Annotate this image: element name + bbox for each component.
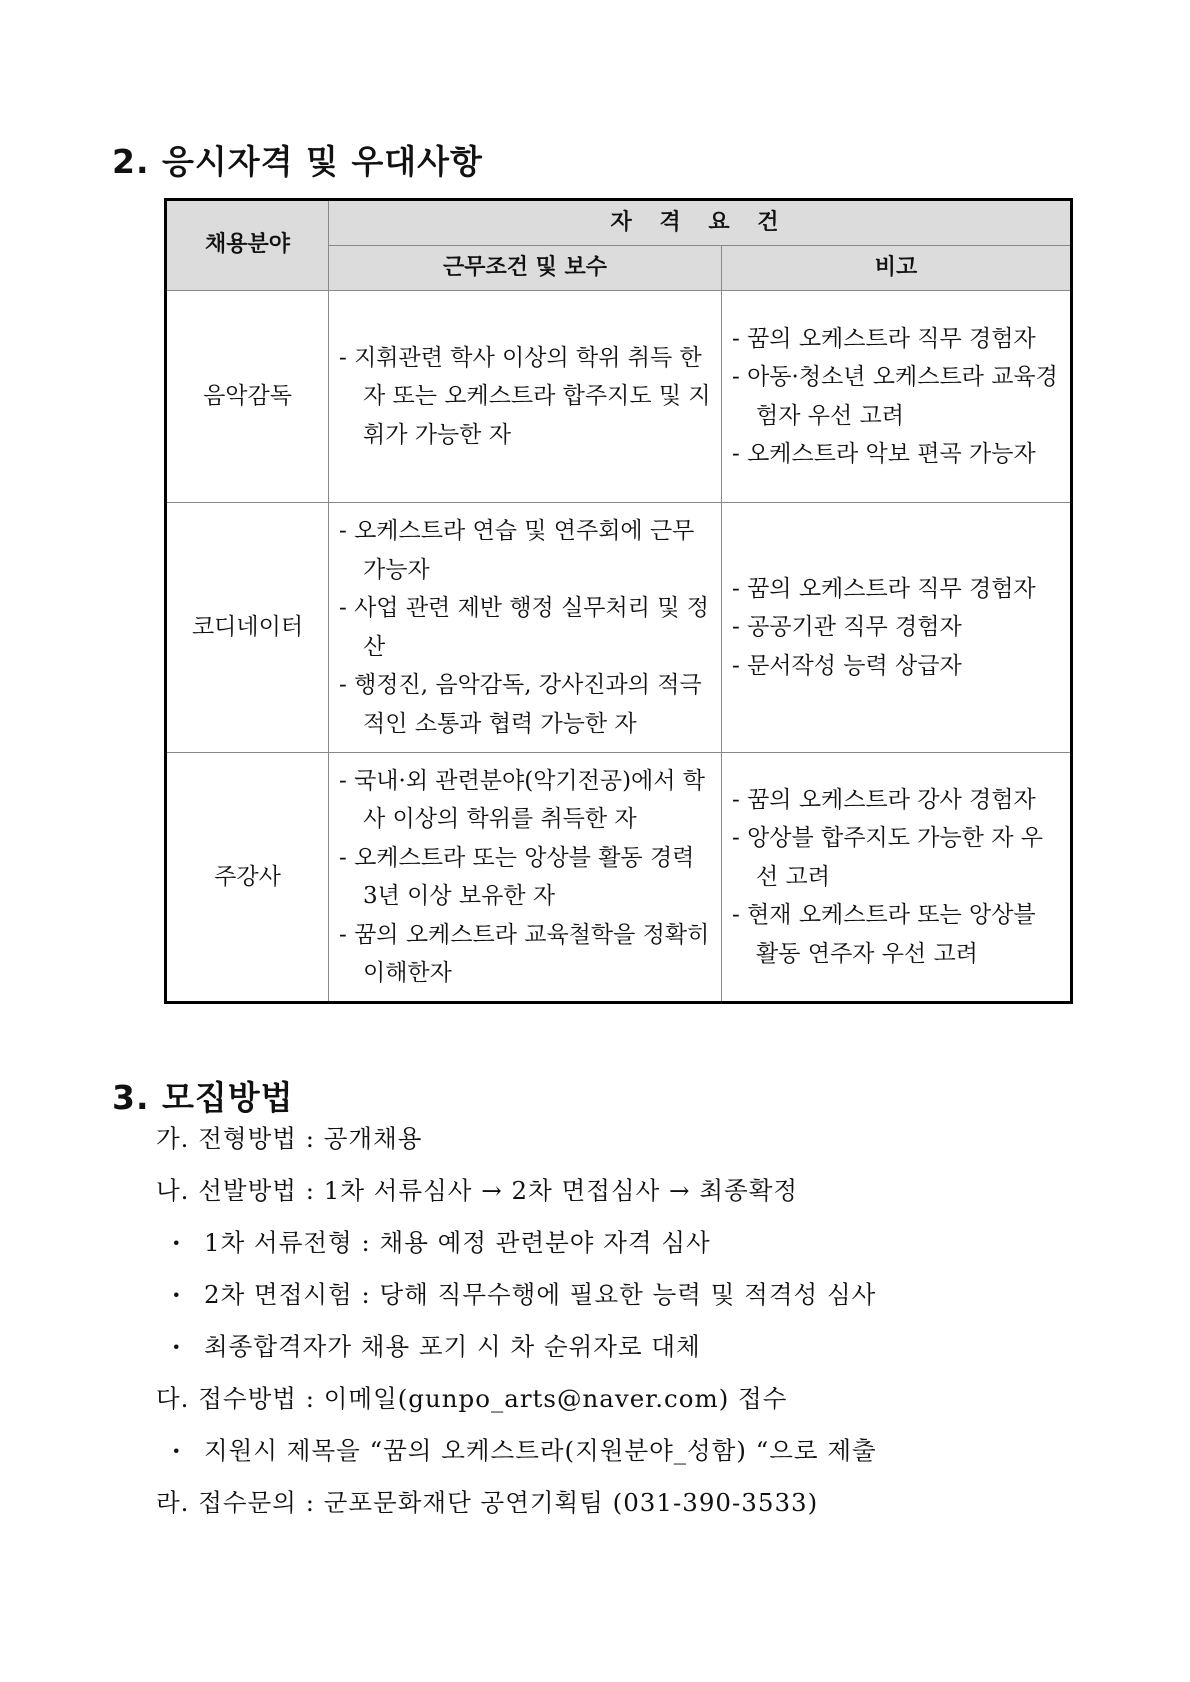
method-item-na: 나. 선발방법 : 1차 서류심사 → 2차 면접심사 → 최종확정 xyxy=(156,1176,799,1205)
condition-item: - 지휘관련 학사 이상의 학위 취득 한 자 또는 오케스트라 합주지도 및 지휘가 가능한 자 xyxy=(339,339,713,455)
condition-item: - 사업 관련 제반 행정 실무처리 및 정산 xyxy=(339,589,713,666)
condition-item: - 꿈의 오케스트라 교육철학을 정확히 이해한자 xyxy=(339,916,713,993)
note-item: - 꿈의 오케스트라 직무 경험자 xyxy=(732,570,1062,609)
note-item: - 꿈의 오케스트라 직무 경험자 xyxy=(732,320,1062,359)
method-item-ga: 가. 전형방법 : 공개채용 xyxy=(156,1124,423,1153)
header-field: 채용분야 xyxy=(166,200,329,291)
note-item: - 오케스트라 악보 편곡 가능자 xyxy=(732,435,1062,474)
header-conditions: 근무조건 및 보수 xyxy=(329,246,722,291)
method-subitem: · 2차 면접시험 : 당해 직무수행에 필요한 능력 및 적격성 심사 xyxy=(172,1276,876,1311)
section-2-title: 2. 응시자격 및 우대사항 xyxy=(112,142,483,181)
table-row xyxy=(166,753,1072,1003)
notes-cell xyxy=(722,753,1072,1003)
field-name: 주강사 xyxy=(166,753,329,1003)
method-subitem: · 지원시 제목을 “꿈의 오케스트라(지원분야_성함) “으로 제출 xyxy=(172,1432,877,1467)
method-item-da: 다. 접수방법 : 이메일(gunpo_arts@naver.com) 접수 xyxy=(156,1384,788,1413)
conditions-cell xyxy=(329,291,722,503)
header-requirements: 자 격 요 건 xyxy=(329,200,1072,246)
notes-cell xyxy=(722,503,1072,753)
condition-item: - 오케스트라 연습 및 연주회에 근무 가능자 xyxy=(339,512,713,589)
conditions-cell xyxy=(329,753,722,1003)
note-item: - 문서작성 능력 상급자 xyxy=(732,647,1062,686)
table-row xyxy=(166,503,1072,753)
field-name: 코디네이터 xyxy=(166,503,329,753)
method-subitem: · 1차 서류전형 : 채용 예정 관련분야 자격 심사 xyxy=(172,1224,711,1259)
notes-cell xyxy=(722,291,1072,503)
section-3-title: 3. 모집방법 xyxy=(112,1078,294,1117)
note-item: - 공공기관 직무 경험자 xyxy=(732,608,1062,647)
note-item: - 현재 오케스트라 또는 앙상블 활동 연주자 우선 고려 xyxy=(732,896,1062,973)
conditions-cell xyxy=(329,503,722,753)
note-item: - 꿈의 오케스트라 강사 경험자 xyxy=(732,781,1062,820)
note-item: - 아동·청소년 오케스트라 교육경험자 우선 고려 xyxy=(732,358,1062,435)
note-item: - 앙상블 합주지도 가능한 자 우선 고려 xyxy=(732,819,1062,896)
header-notes: 비고 xyxy=(722,246,1072,291)
condition-item: - 행정진, 음악감독, 강사진과의 적극적인 소통과 협력 가능한 자 xyxy=(339,666,713,743)
qualification-table xyxy=(164,198,1073,1004)
condition-item: - 국내·외 관련분야(악기전공)에서 학사 이상의 학위를 취득한 자 xyxy=(339,762,713,839)
condition-item: - 오케스트라 또는 앙상블 활동 경력 3년 이상 보유한 자 xyxy=(339,839,713,916)
method-item-ra: 라. 접수문의 : 군포문화재단 공연기획팀 (031-390-3533) xyxy=(156,1488,819,1517)
method-subitem: · 최종합격자가 채용 포기 시 차 순위자로 대체 xyxy=(172,1328,701,1363)
table-row xyxy=(166,291,1072,503)
field-name: 음악감독 xyxy=(166,291,329,503)
